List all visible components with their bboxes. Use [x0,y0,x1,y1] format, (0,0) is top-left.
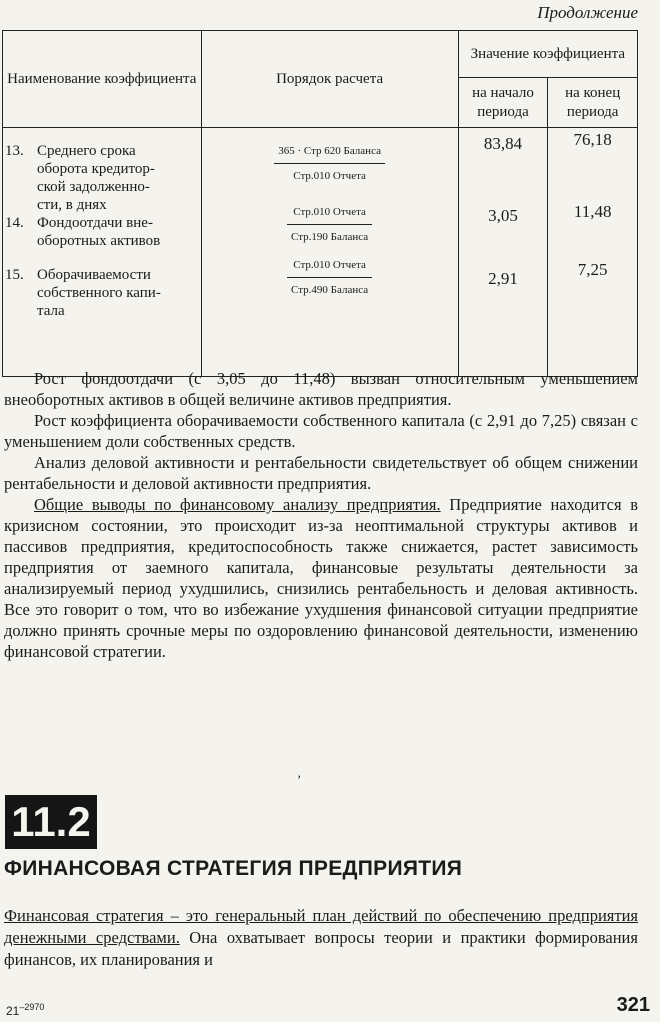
header-name: Наименование коэффициента [3,31,202,128]
printer-signature: $21^{-2970}$ [6,1002,45,1018]
row-13-start: 83,84 [483,134,523,153]
names-cell [3,128,202,377]
body-text-block [4,368,638,662]
row-15-end: 7,25 [577,260,608,279]
section-text-block [4,905,638,971]
header-calc: Порядок расчета [201,31,458,128]
paragraph-4: Общие выводы по финансовому анализу предприятия. Предприятие находится в кризисном состоянии, это происходит из-за неоптимальной структуры активов и пассивов предприятия, кредитоспособность также снижается, растет зависимость предприятия от заемного капитала, финансовые результаты деятельности за анализируемый период ухудшились, снизились рентабельность и деловая активность. Все это говорит о том, что во избежание ухудшения финансовой ситуации предприятие должно принять срочные меры по оздоровлению финансовой деятельности, изменению финансовой стратегии. [4,495,639,661]
formulas-cell [201,128,458,377]
row-14-name: 14. Фондоотдачи вне- [5,215,153,231]
end-values-cell [548,128,638,377]
paragraph-1: Рост фондоотдачи (с 3,05 до 11,48) вызван относительным уменьшением внеоборотных активов в общей величине активов предприятия. [4,369,638,409]
header-end: на конец периода [548,78,638,128]
paragraph-2: Рост коэффициента оборачиваемости собственного капитала (с 2,91 до 7,25) связан с уменьшением доли собственных средств. [4,411,638,451]
row-15-name: 15. Оборачиваемости [5,267,151,283]
row-13-name-line: ской задолженно- [37,179,150,195]
header-row [3,31,638,78]
row-15-name-line: тала [37,303,65,319]
paragraph-3: Анализ деловой активности и рентабельности свидетельствует об общем снижении рентабельности и деловой активности предприятия. [4,453,638,493]
conclusions-heading: Общие выводы по финансовому анализу предприятия. [34,495,441,514]
formula-14-numerator: Стр.010 Отчета [287,205,372,225]
coefficients-table [2,30,638,377]
formula-13-numerator: 365 · Стр 620 Баланса [274,144,385,164]
header-start: на начало периода [458,78,548,128]
row-14-end: 11,48 [573,202,612,221]
section-title: ФИНАНСОВАЯ СТРАТЕГИЯ ПРЕДПРИЯТИЯ [4,857,463,880]
formula-row-13 [274,144,385,183]
row-14-start: 3,05 [488,206,518,225]
start-values-cell [458,128,548,377]
formula-15-numerator: Стр.010 Отчета [287,258,372,278]
formula-13-denominator: Стр.010 Отчета [293,170,366,182]
row-14-name-line: оборотных активов [37,233,161,249]
stray-mark: ’ [297,772,302,787]
row-13-name-line: оборота кредитор- [37,161,155,177]
row-13-name: 13. Среднего срока [5,143,136,159]
row-13-name-line: сти, в днях [37,197,107,213]
formula-row-14 [287,205,372,244]
continuation-label: Продолжение [537,3,638,22]
definition-lead: Финансовая стратегия – это генеральный план действий по обеспечению предприятия денежными средствами. [4,906,638,947]
table-body-row [3,128,638,377]
page-number: 321 [616,994,650,1016]
row-13-end: 76,18 [573,130,612,149]
section-number-badge: 11.2 [5,795,97,849]
row-15-start: 2,91 [488,269,518,288]
formula-14-denominator: Стр.190 Баланса [291,231,369,243]
formula-15-denominator: Стр.490 Баланса [291,284,369,296]
header-value: Значение коэффициента [458,31,637,78]
row-15-name-line: собственного капи- [37,285,161,301]
formula-row-15 [287,258,372,297]
paragraph-5: Финансовая стратегия – это генеральный план действий по обеспечению предприятия денежными средствами. Она охватывает вопросы теории и практики формирования финансов, их планирования и [4,906,638,969]
